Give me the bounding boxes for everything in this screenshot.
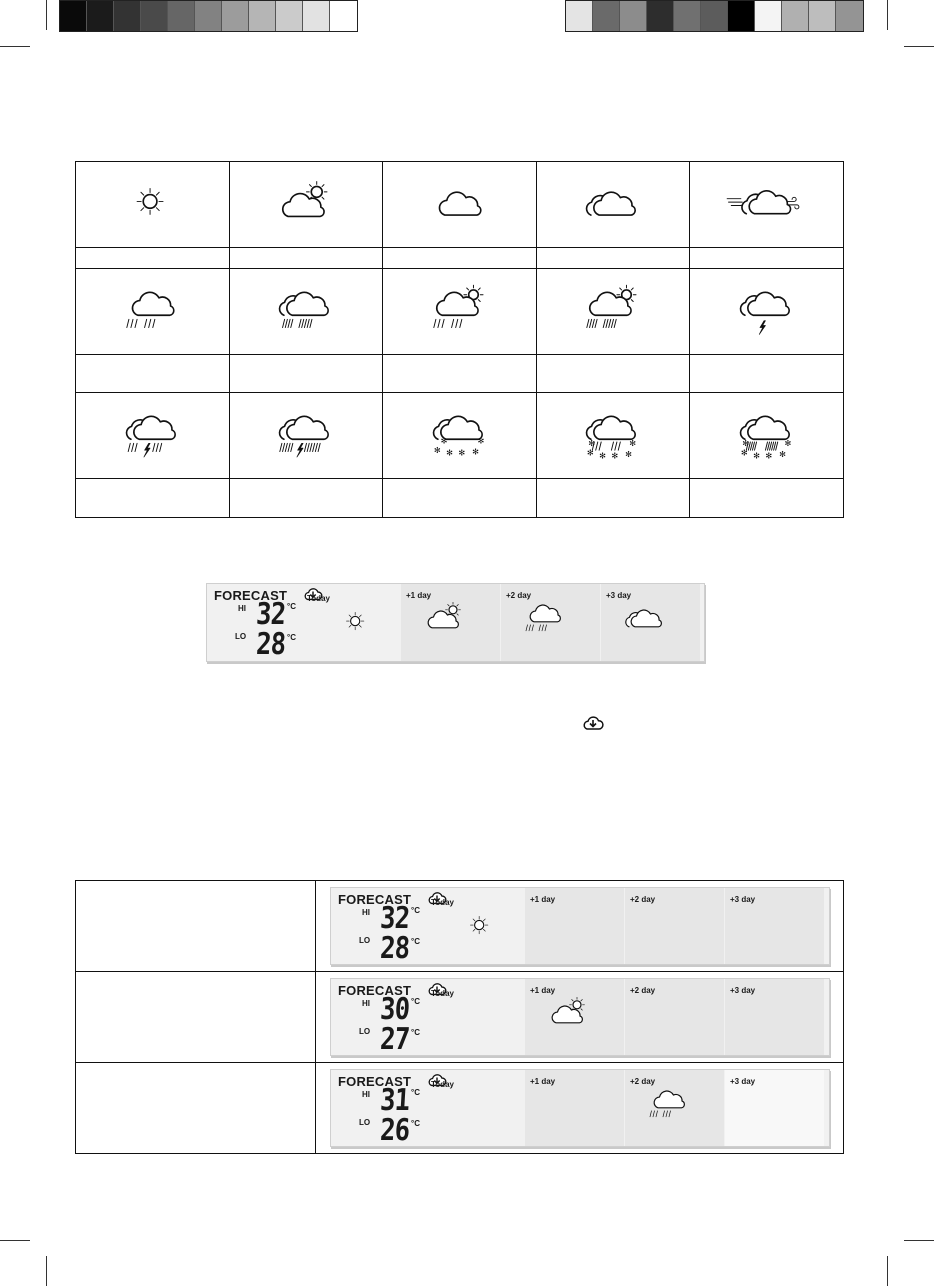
- temperature-unit: °C: [411, 937, 420, 946]
- svg-text:✻: ✻: [587, 447, 594, 458]
- icon-description-cell: [690, 355, 844, 393]
- svg-text:✻: ✻: [740, 447, 748, 458]
- lo-temperature: 28: [379, 931, 411, 966]
- example-description-cell: [76, 1063, 316, 1154]
- crop-mark: [0, 46, 30, 47]
- forecast-label: FORECAST: [338, 1074, 412, 1089]
- hi-label: HI: [362, 999, 370, 1008]
- crop-mark: [887, 1256, 888, 1286]
- day-label: +2 day: [630, 1077, 656, 1086]
- example-display-cell: [316, 881, 844, 972]
- today-label: Today: [431, 1080, 454, 1089]
- example-lcd-display: [330, 1069, 830, 1147]
- svg-text:✻: ✻: [765, 450, 773, 461]
- icon-cell: [690, 269, 844, 355]
- windy-icon: [734, 173, 800, 235]
- day-label: +1 day: [406, 591, 432, 600]
- svg-text:✻: ✻: [778, 449, 786, 460]
- forecast-example-table: [75, 880, 844, 1154]
- heavy-rain-icon: [273, 280, 339, 342]
- lo-label: LO: [359, 1027, 371, 1036]
- partly-cloudy-icon: [273, 173, 339, 235]
- svg-text:✻: ✻: [445, 447, 453, 458]
- day-label: +1 day: [530, 1077, 556, 1086]
- svg-text:✻: ✻: [440, 435, 448, 446]
- icon-cell: [690, 393, 844, 479]
- lo-temperature: 26: [379, 1113, 411, 1148]
- icon-cell: [76, 393, 230, 479]
- color-swatch: [330, 1, 357, 31]
- temperature-unit: °C: [411, 906, 420, 915]
- icon-description-cell: [536, 479, 690, 518]
- sunny-icon: [120, 173, 186, 235]
- forecast-day-slot: [525, 888, 624, 964]
- today-label: Today: [431, 898, 454, 907]
- forecast-day-slot: [525, 979, 624, 1055]
- sunny-icon: [335, 602, 379, 644]
- forecast-day-slot: [625, 1070, 724, 1146]
- lo-label: LO: [235, 632, 247, 641]
- weather-icon-table: [75, 161, 844, 518]
- icon-description-cell: [229, 479, 383, 518]
- temperature-unit: °C: [287, 602, 296, 611]
- day-label: +1 day: [530, 986, 556, 995]
- day-label: +3 day: [730, 1077, 756, 1086]
- color-swatch: [647, 1, 674, 31]
- hi-temperature: 32: [379, 901, 411, 936]
- thunder-icon: [734, 280, 800, 342]
- color-swatch: [87, 1, 114, 31]
- snow-icon: [427, 404, 493, 466]
- color-swatch: [836, 1, 863, 31]
- example-lcd-display: [330, 978, 830, 1056]
- today-label: Today: [431, 989, 454, 998]
- icon-description-cell: [76, 248, 230, 269]
- day-label: +3 day: [730, 895, 756, 904]
- example-display-cell: [316, 972, 844, 1063]
- crop-mark: [904, 46, 934, 47]
- sun-shower-icon: [427, 280, 493, 342]
- icon-description-cell: [383, 248, 537, 269]
- sun-heavy-shower-icon: [580, 280, 646, 342]
- forecast-cloud-arrow-icon: [582, 715, 604, 738]
- lcd-temperature-area: [331, 979, 524, 1055]
- day-label: +2 day: [630, 986, 656, 995]
- temperature-unit: °C: [411, 1119, 420, 1128]
- crop-mark: [887, 0, 888, 30]
- crop-mark: [904, 1240, 934, 1241]
- icon-description-cell: [76, 355, 230, 393]
- crop-mark: [46, 1256, 47, 1286]
- color-calibration-bar-right: [565, 0, 864, 32]
- forecast-day-slot: [401, 584, 500, 661]
- light-rain-icon: [645, 1082, 693, 1128]
- thunder-shower-icon: [120, 404, 186, 466]
- lo-temperature: 28: [255, 627, 287, 662]
- example-lcd-display: [330, 887, 830, 965]
- color-swatch: [728, 1, 755, 31]
- icon-description-cell: [536, 248, 690, 269]
- forecast-label: FORECAST: [338, 983, 412, 998]
- partly-cloudy-icon: [421, 596, 469, 642]
- svg-text:✻: ✻: [588, 438, 596, 449]
- hi-temperature: 31: [379, 1083, 411, 1118]
- color-swatch: [782, 1, 809, 31]
- hi-label: HI: [362, 1090, 370, 1099]
- icon-cell: [383, 393, 537, 479]
- forecast-day-slot: [725, 888, 824, 964]
- color-calibration-bar-left: [59, 0, 358, 32]
- lcd-temperature-area: [207, 584, 400, 661]
- color-swatch: [755, 1, 782, 31]
- forecast-lcd-display: [206, 583, 705, 662]
- forecast-day-slot: [625, 888, 724, 964]
- icon-cell: [536, 269, 690, 355]
- color-swatch: [701, 1, 728, 31]
- icon-description-cell: [690, 248, 844, 269]
- icon-description-cell: [536, 355, 690, 393]
- day-label: +3 day: [730, 986, 756, 995]
- color-swatch: [195, 1, 222, 31]
- svg-text:✻: ✻: [433, 445, 441, 456]
- icon-description-cell: [383, 355, 537, 393]
- svg-text:✻: ✻: [753, 450, 760, 461]
- thunder-heavy-rain-icon: [273, 404, 339, 466]
- lo-label: LO: [359, 1118, 371, 1127]
- forecast-day-slot: [625, 979, 724, 1055]
- overcast-icon: [580, 173, 646, 235]
- hi-label: HI: [362, 908, 370, 917]
- icon-cell: [76, 269, 230, 355]
- color-swatch: [566, 1, 593, 31]
- svg-text:✻: ✻: [742, 438, 749, 449]
- example-display-cell: [316, 1063, 844, 1154]
- hi-temperature: 32: [255, 597, 287, 632]
- temperature-unit: °C: [411, 997, 420, 1006]
- color-swatch: [809, 1, 836, 31]
- color-swatch: [620, 1, 647, 31]
- forecast-label: FORECAST: [214, 588, 288, 603]
- svg-text:✻: ✻: [458, 447, 465, 458]
- icon-cell: [690, 162, 844, 248]
- svg-text:✻: ✻: [611, 450, 619, 461]
- svg-text:✻: ✻: [471, 446, 479, 457]
- cloudy-icon: [427, 173, 493, 235]
- color-swatch: [168, 1, 195, 31]
- icon-cell: [229, 393, 383, 479]
- svg-text:✻: ✻: [625, 449, 633, 460]
- sleet-icon: [580, 404, 646, 466]
- color-swatch: [222, 1, 249, 31]
- icon-cell: [383, 269, 537, 355]
- forecast-day-slot: [601, 584, 700, 661]
- light-rain-icon: [120, 280, 186, 342]
- lo-label: LO: [359, 936, 371, 945]
- svg-text:✻: ✻: [629, 438, 637, 449]
- color-swatch: [276, 1, 303, 31]
- icon-description-cell: [229, 248, 383, 269]
- sunny-icon: [459, 906, 503, 948]
- icon-description-cell: [76, 479, 230, 518]
- color-swatch: [114, 1, 141, 31]
- overcast-icon: [621, 596, 669, 642]
- forecast-label: FORECAST: [338, 892, 412, 907]
- partly-cloudy-icon: [545, 991, 593, 1037]
- hi-label: HI: [238, 604, 246, 613]
- color-swatch: [249, 1, 276, 31]
- icon-cell: [229, 269, 383, 355]
- forecast-day-slot: [525, 1070, 624, 1146]
- svg-text:✻: ✻: [477, 435, 485, 446]
- crop-mark: [46, 0, 47, 30]
- forecast-day-slot: [501, 584, 600, 661]
- heavy-sleet-icon: [734, 404, 800, 466]
- svg-text:✻: ✻: [784, 438, 792, 449]
- temperature-unit: °C: [411, 1028, 420, 1037]
- forecast-day-slot: [725, 979, 824, 1055]
- lo-temperature: 27: [379, 1022, 411, 1057]
- icon-cell: [383, 162, 537, 248]
- lcd-temperature-area: [331, 888, 524, 964]
- color-swatch: [141, 1, 168, 31]
- forecast-day-slot: [725, 1070, 824, 1146]
- color-swatch: [674, 1, 701, 31]
- icon-cell: [536, 393, 690, 479]
- icon-description-cell: [229, 355, 383, 393]
- color-swatch: [593, 1, 620, 31]
- day-label: +2 day: [630, 895, 656, 904]
- example-description-cell: [76, 972, 316, 1063]
- temperature-unit: °C: [411, 1088, 420, 1097]
- light-rain-icon: [521, 596, 569, 642]
- icon-description-cell: [383, 479, 537, 518]
- crop-mark: [0, 1240, 30, 1241]
- day-label: +1 day: [530, 895, 556, 904]
- icon-description-cell: [690, 479, 844, 518]
- lcd-temperature-area: [331, 1070, 524, 1146]
- svg-text:✻: ✻: [599, 450, 607, 461]
- day-label: +3 day: [606, 591, 632, 600]
- temperature-unit: °C: [287, 633, 296, 642]
- color-swatch: [60, 1, 87, 31]
- hi-temperature: 30: [379, 992, 411, 1027]
- icon-cell: [76, 162, 230, 248]
- example-description-cell: [76, 881, 316, 972]
- icon-cell: [536, 162, 690, 248]
- day-label: +2 day: [506, 591, 532, 600]
- icon-cell: [229, 162, 383, 248]
- today-label: Today: [307, 594, 330, 603]
- color-swatch: [303, 1, 330, 31]
